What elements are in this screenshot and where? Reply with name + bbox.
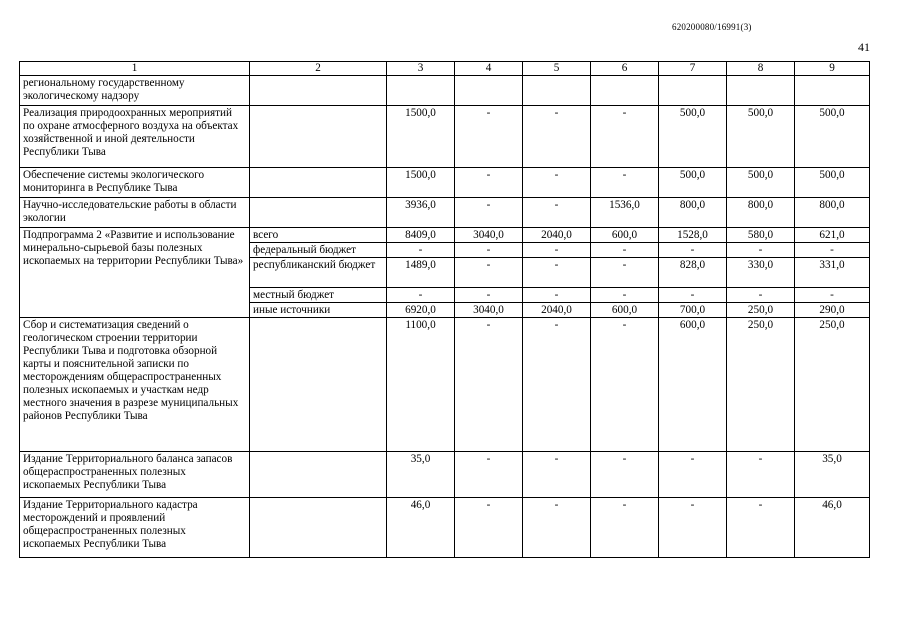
row-name: Научно-исследовательские работы в области экологии xyxy=(20,198,250,228)
table-row xyxy=(20,168,870,198)
table-cell: 600,0 xyxy=(591,303,659,318)
table-cell: - xyxy=(591,452,659,498)
funding-source: республиканский бюджет xyxy=(250,258,387,288)
table-row xyxy=(20,76,870,106)
table-cell: - xyxy=(455,168,523,198)
table-cell: 700,0 xyxy=(659,303,727,318)
table-cell: - xyxy=(523,168,591,198)
table-cell: - xyxy=(591,106,659,168)
table-row xyxy=(20,198,870,228)
table-cell xyxy=(250,168,387,198)
table-cell: - xyxy=(455,288,523,303)
table-cell: - xyxy=(727,243,795,258)
table-header-row xyxy=(20,62,870,76)
table-cell: 46,0 xyxy=(387,498,455,558)
table-cell: 290,0 xyxy=(795,303,870,318)
column-header: 9 xyxy=(795,62,870,76)
table-cell xyxy=(387,76,455,106)
funding-source: иные источники xyxy=(250,303,387,318)
table-cell: - xyxy=(455,243,523,258)
table-cell: 2040,0 xyxy=(523,303,591,318)
table-cell: 500,0 xyxy=(795,168,870,198)
table-cell: 500,0 xyxy=(659,106,727,168)
table-cell: 1500,0 xyxy=(387,168,455,198)
table-cell: 250,0 xyxy=(727,318,795,452)
table-cell: 35,0 xyxy=(387,452,455,498)
table-cell: - xyxy=(727,452,795,498)
column-header: 5 xyxy=(523,62,591,76)
table-cell: 8409,0 xyxy=(387,228,455,243)
table-cell: 500,0 xyxy=(659,168,727,198)
table-cell: - xyxy=(523,318,591,452)
table-cell: - xyxy=(387,243,455,258)
table-row xyxy=(20,498,870,558)
table-cell: - xyxy=(523,243,591,258)
table-cell: - xyxy=(523,288,591,303)
table-row xyxy=(20,318,870,452)
table-cell: 3040,0 xyxy=(455,303,523,318)
table-cell: - xyxy=(523,452,591,498)
table-cell xyxy=(250,76,387,106)
table-cell: - xyxy=(591,168,659,198)
table-cell xyxy=(250,198,387,228)
table-cell: 800,0 xyxy=(659,198,727,228)
table-cell: 3936,0 xyxy=(387,198,455,228)
table-cell: 500,0 xyxy=(727,106,795,168)
table-row xyxy=(20,452,870,498)
funding-source: всего xyxy=(250,228,387,243)
table-cell: 1500,0 xyxy=(387,106,455,168)
table-cell: 800,0 xyxy=(795,198,870,228)
table-cell xyxy=(659,76,727,106)
table-cell: - xyxy=(455,198,523,228)
column-header: 6 xyxy=(591,62,659,76)
table-cell: 600,0 xyxy=(659,318,727,452)
table-cell: - xyxy=(795,288,870,303)
table-cell: - xyxy=(455,498,523,558)
table-cell: 621,0 xyxy=(795,228,870,243)
table-cell xyxy=(591,76,659,106)
funding-source: местный бюджет xyxy=(250,288,387,303)
row-name: Издание Территориального кадастра месторождений и проявлений общераспространенных полезных ископаемых Республики Тыва xyxy=(20,498,250,558)
table-cell: - xyxy=(591,498,659,558)
table-cell: - xyxy=(523,498,591,558)
table-cell: - xyxy=(523,106,591,168)
table-cell: 1100,0 xyxy=(387,318,455,452)
table-cell: - xyxy=(591,288,659,303)
table-cell: - xyxy=(591,243,659,258)
table-cell xyxy=(250,498,387,558)
table-cell: 580,0 xyxy=(727,228,795,243)
table-row xyxy=(20,228,870,243)
table-cell: 330,0 xyxy=(727,258,795,288)
table-cell: 250,0 xyxy=(727,303,795,318)
table-cell: - xyxy=(523,258,591,288)
table-cell: - xyxy=(523,198,591,228)
table-cell: - xyxy=(659,452,727,498)
document-id: 620200080/16991(3) xyxy=(672,22,752,32)
table-cell: 1489,0 xyxy=(387,258,455,288)
funding-source: федеральный бюджет xyxy=(250,243,387,258)
table-row xyxy=(20,106,870,168)
table-cell xyxy=(250,106,387,168)
table-cell: 331,0 xyxy=(795,258,870,288)
table-cell: - xyxy=(455,258,523,288)
table-cell: 35,0 xyxy=(795,452,870,498)
budget-table xyxy=(19,61,870,558)
table-cell: 800,0 xyxy=(727,198,795,228)
table-cell: 500,0 xyxy=(727,168,795,198)
table-cell xyxy=(727,76,795,106)
table-cell: 2040,0 xyxy=(523,228,591,243)
table-cell: 250,0 xyxy=(795,318,870,452)
table-cell: 1536,0 xyxy=(591,198,659,228)
table-cell: - xyxy=(591,318,659,452)
column-header: 3 xyxy=(387,62,455,76)
table-cell: - xyxy=(727,288,795,303)
row-name: Издание Территориального баланса запасов общераспространенных полезных ископаемых Республики Тыва xyxy=(20,452,250,498)
table-cell: 3040,0 xyxy=(455,228,523,243)
column-header: 7 xyxy=(659,62,727,76)
table-cell: - xyxy=(659,243,727,258)
table-cell xyxy=(455,76,523,106)
column-header: 8 xyxy=(727,62,795,76)
table-cell: 600,0 xyxy=(591,228,659,243)
table-cell: 46,0 xyxy=(795,498,870,558)
table-cell: - xyxy=(387,288,455,303)
table-cell: - xyxy=(455,106,523,168)
column-header: 2 xyxy=(250,62,387,76)
table-cell: - xyxy=(659,288,727,303)
row-name: Сбор и систематизация сведений о геологическом строении территории Республики Тыва и подготовка обзорной карты и пояснительной записки по месторождениям общераспространенных полезных ископаемых и участкам недр местного значения в разрезе муниципальных районов Республики Тыва xyxy=(20,318,250,452)
table-cell xyxy=(250,452,387,498)
table-cell: - xyxy=(727,498,795,558)
table-cell xyxy=(795,76,870,106)
column-header: 1 xyxy=(20,62,250,76)
row-name: региональному государственному экологическому надзору xyxy=(20,76,250,106)
table-cell: - xyxy=(591,258,659,288)
table-cell: - xyxy=(455,318,523,452)
table-cell: 6920,0 xyxy=(387,303,455,318)
table-cell xyxy=(250,318,387,452)
page-number: 41 xyxy=(858,40,870,54)
row-name: Обеспечение системы экологического мониторинга в Республике Тыва xyxy=(20,168,250,198)
column-header: 4 xyxy=(455,62,523,76)
table-cell xyxy=(523,76,591,106)
row-name: Подпрограмма 2 «Развитие и использование минерально-сырьевой базы полезных ископаемых на территории Республики Тыва» xyxy=(20,228,250,318)
table-cell: - xyxy=(659,498,727,558)
table-cell: - xyxy=(455,452,523,498)
table-cell: 500,0 xyxy=(795,106,870,168)
row-name: Реализация природоохранных мероприятий по охране атмосферного воздуха на объектах хозяйственной и иной деятельности Республики Тыва xyxy=(20,106,250,168)
table-cell: - xyxy=(795,243,870,258)
table-cell: 828,0 xyxy=(659,258,727,288)
table-cell: 1528,0 xyxy=(659,228,727,243)
